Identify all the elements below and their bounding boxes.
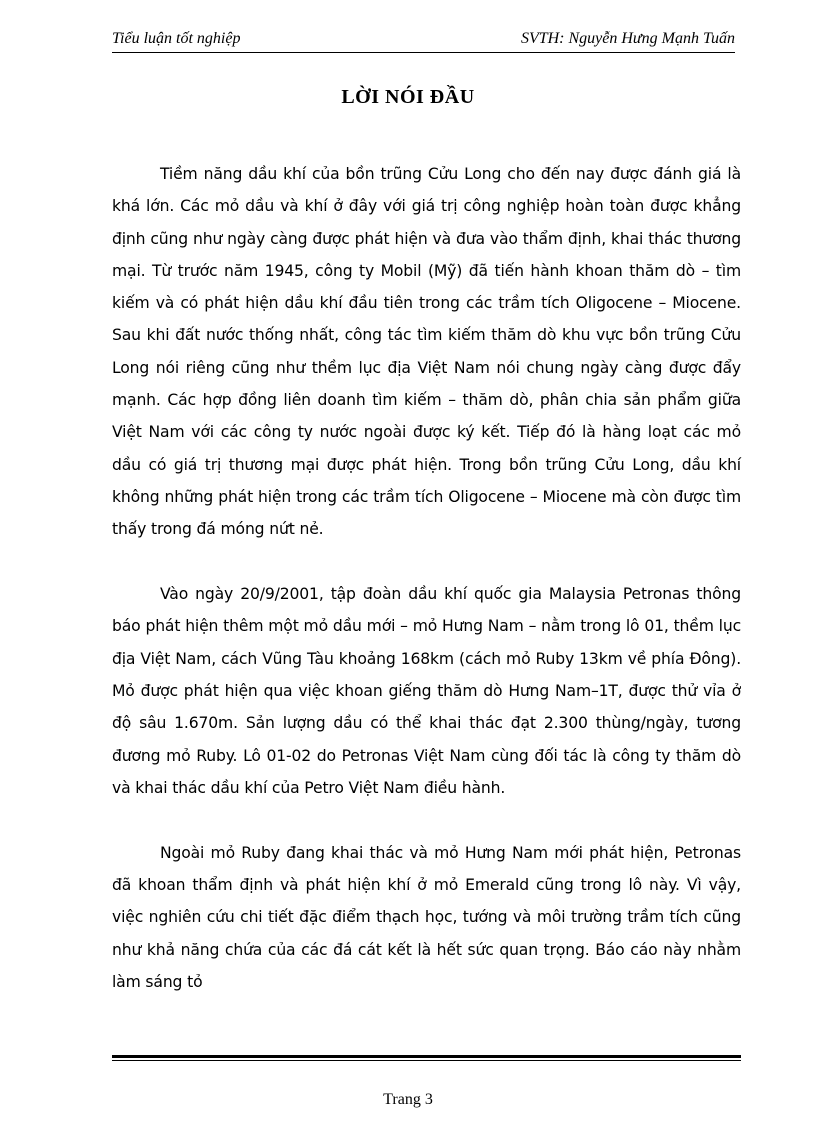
paragraph-1: Tiềm năng dầu khí của bồn trũng Cửu Long cho đến nay được đánh giá là khá lớn. Các mỏ dầu và khí ở đây với giá trị công nghiệp hoàn toàn được khẳng định cũng như ngày càng được phát hiện và đưa vào thẩm định, khai thác thương mại. Từ trước năm 1945, công ty Mobil (Mỹ) đã tiến hành khoan thăm dò – tìm kiếm và có phát hiện dầu khí đầu tiên trong các trầm tích Oligocene – Miocene. Sau khi đất nước thống nhất, công tác tìm kiếm thăm dò khu vực bồn trũng Cửu Long nói riêng cũng như thềm lục địa Việt Nam nói chung ngày càng được đẩy mạnh. Các hợp đồng liên doanh tìm kiếm – thăm dò, phân chia sản phẩm giữa Việt Nam với các công ty nước ngoài được ký kết. Tiếp đó là hàng loạt các mỏ dầu có giá trị thương mại được phát hiện. Trong bồn trũng Cửu Long, dầu khí không những phát hiện trong các trầm tích Oligocene – Miocene mà còn được tìm thấy trong đá móng nứt nẻ. <box>112 165 741 539</box>
header-rule <box>112 52 735 53</box>
header-thesis-label: Tiểu luận tốt nghiệp <box>112 30 241 47</box>
footer-rule-thin <box>112 1060 741 1061</box>
page-header <box>112 28 735 52</box>
page-title: LỜI NÓI ĐẦU <box>341 86 475 108</box>
paragraph-2: Vào ngày 20/9/2001, tập đoàn dầu khí quốc gia Malaysia Petronas thông báo phát hiện thêm một mỏ dầu mới – mỏ Hưng Nam – nằm trong lô 01, thềm lục địa Việt Nam, cách Vũng Tàu khoảng 168km (cách mỏ Ruby 13km về phía Đông). Mỏ được phát hiện qua việc khoan giếng thăm dò Hưng Nam–1T, được thử vỉa ở độ sâu 1.670m. Sản lượng dầu có thể khai thác đạt 2.300 thùng/ngày, tương đương mỏ Ruby. Lô 01-02 do Petronas Việt Nam cùng đối tác là công ty thăm dò và khai thác dầu khí của Petro Việt Nam điều hành. <box>112 585 741 797</box>
page-number: Trang 3 <box>383 1091 433 1108</box>
header-student-name: SVTH: Nguyễn Hưng Mạnh Tuấn <box>520 30 735 47</box>
footer-rule-thick <box>112 1055 741 1058</box>
body-text <box>112 158 741 998</box>
paragraph-3: Ngoài mỏ Ruby đang khai thác và mỏ Hưng Nam mới phát hiện, Petronas đã khoan thẩm định và phát hiện khí ở mỏ Emerald cũng trong lô này. Vì vậy, việc nghiên cứu chi tiết đặc điểm thạch học, tướng và môi trường trầm tích cũng như khả năng chứa của các đá cát kết là hết sức quan trọng. Báo cáo này nhằm làm sáng tỏ <box>112 843 741 992</box>
footer-double-rule <box>112 1055 741 1062</box>
